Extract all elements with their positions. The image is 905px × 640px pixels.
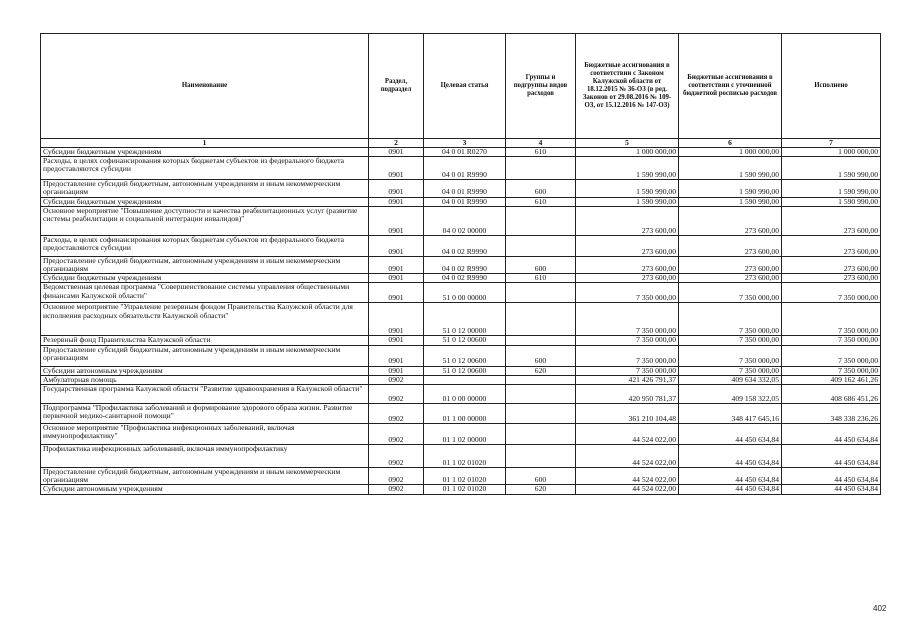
row-section: 0902 [369, 445, 424, 468]
row-target: 01 1 02 01020 [424, 485, 506, 494]
row-name: Предоставление субсидий бюджетным, автономным учреждениям и иным некоммерческим организациям [41, 256, 369, 273]
header-section: Раздел, подраздел [369, 34, 424, 139]
row-executed-amount: 44 450 634,84 [782, 468, 881, 485]
row-group [506, 424, 576, 445]
header-executed: Исполнено [782, 34, 881, 139]
row-name: Подпрограмма "Профилактика заболеваний и формирование здорового образа жизни. Развитие первичной медико-санитарной помощи" [41, 404, 369, 424]
row-refined-amount: 273 600,00 [679, 256, 782, 273]
row-group [506, 303, 576, 336]
row-section: 0902 [369, 375, 424, 384]
row-group: 610 [506, 197, 576, 206]
header-refined: Бюджетные ассигнования в соответствии с уточненной бюджетной росписью расходов [679, 34, 782, 139]
table-row [41, 180, 881, 197]
row-refined-amount: 409 634 332,05 [679, 375, 782, 384]
header-law: Бюджетные ассигнования в соответствии с Законом Калужской области от 18.12.2015 № 36-ОЗ (в ред. Законов от 29.08.2016 № 109-ОЗ, от 15.12.2016 № 147-ОЗ) [576, 34, 679, 139]
row-target [424, 375, 506, 384]
row-name: Основное мероприятие "Повышение доступности и качества реабилитационных услуг (развитие системы реабилитации и социальной интеграции инвалидов)" [41, 206, 369, 235]
table-row [41, 303, 881, 336]
row-name: Субсидии автономным учреждениям [41, 485, 369, 494]
column-number: 2 [369, 139, 424, 148]
row-target: 51 0 12 00600 [424, 366, 506, 375]
row-executed-amount: 7 350 000,00 [782, 336, 881, 345]
row-refined-amount: 7 350 000,00 [679, 303, 782, 336]
row-name: Расходы, в целях софинансирования которых бюджетам субъектов из федерального бюджета предоставляются субсидии [41, 235, 369, 256]
row-law-amount: 1 590 990,00 [576, 197, 679, 206]
row-refined-amount: 273 600,00 [679, 235, 782, 256]
row-target: 04 0 01 R0270 [424, 148, 506, 157]
row-law-amount: 1 000 000,00 [576, 148, 679, 157]
table-row [41, 468, 881, 485]
row-executed-amount: 1 590 990,00 [782, 197, 881, 206]
row-executed-amount: 7 350 000,00 [782, 345, 881, 366]
row-executed-amount: 273 600,00 [782, 274, 881, 283]
row-group: 600 [506, 180, 576, 197]
table-row [41, 235, 881, 256]
row-group: 620 [506, 485, 576, 494]
row-executed-amount: 7 350 000,00 [782, 283, 881, 303]
row-section: 0901 [369, 366, 424, 375]
row-target: 51 0 12 00600 [424, 345, 506, 366]
row-target: 01 1 00 00000 [424, 404, 506, 424]
row-section: 0901 [369, 157, 424, 180]
row-executed-amount: 1 590 990,00 [782, 180, 881, 197]
row-name: Ведомственная целевая программа "Совершенствование системы управления общественными финансами Калужской области" [41, 283, 369, 303]
column-number: 5 [576, 139, 679, 148]
row-executed-amount: 348 338 236,26 [782, 404, 881, 424]
row-law-amount: 1 590 990,00 [576, 157, 679, 180]
budget-table [40, 33, 881, 495]
row-section: 0901 [369, 303, 424, 336]
row-law-amount: 7 350 000,00 [576, 345, 679, 366]
row-name: Субсидии автономным учреждениям [41, 366, 369, 375]
row-executed-amount: 7 350 000,00 [782, 303, 881, 336]
column-number: 6 [679, 139, 782, 148]
row-group: 610 [506, 148, 576, 157]
row-section: 0901 [369, 197, 424, 206]
row-refined-amount: 273 600,00 [679, 206, 782, 235]
row-law-amount: 44 524 022,00 [576, 424, 679, 445]
table-body [41, 148, 881, 495]
row-target: 01 0 00 00000 [424, 385, 506, 404]
row-name: Основное мероприятие "Профилактика инфекционных заболеваний, включая иммунопрофилактику" [41, 424, 369, 445]
row-name: Предоставление субсидий бюджетным, автономным учреждениям и иным некоммерческим организациям [41, 180, 369, 197]
row-target: 04 0 01 R9990 [424, 157, 506, 180]
table-row [41, 283, 881, 303]
row-refined-amount: 44 450 634,84 [679, 468, 782, 485]
row-name: Амбулаторная помощь [41, 375, 369, 384]
row-refined-amount: 348 417 645,16 [679, 404, 782, 424]
header-group: Группы и подгруппы видов расходов [506, 34, 576, 139]
row-section: 0902 [369, 424, 424, 445]
row-section: 0901 [369, 206, 424, 235]
row-target: 01 1 02 01020 [424, 468, 506, 485]
column-number: 3 [424, 139, 506, 148]
row-name: Предоставление субсидий бюджетным, автономным учреждениям и иным некоммерческим организациям [41, 468, 369, 485]
row-refined-amount: 1 590 990,00 [679, 180, 782, 197]
row-refined-amount: 7 350 000,00 [679, 366, 782, 375]
row-group: 600 [506, 345, 576, 366]
row-refined-amount: 1 590 990,00 [679, 157, 782, 180]
table-row [41, 336, 881, 345]
row-refined-amount: 7 350 000,00 [679, 345, 782, 366]
row-executed-amount: 1 000 000,00 [782, 148, 881, 157]
table-row [41, 274, 881, 283]
row-target: 04 0 02 R9990 [424, 256, 506, 273]
row-name: Резервный фонд Правительства Калужской области [41, 336, 369, 345]
row-law-amount: 7 350 000,00 [576, 283, 679, 303]
row-law-amount: 361 210 104,48 [576, 404, 679, 424]
row-section: 0902 [369, 385, 424, 404]
row-executed-amount: 409 162 461,26 [782, 375, 881, 384]
row-target: 04 0 01 R9990 [424, 197, 506, 206]
row-target: 01 1 02 01020 [424, 445, 506, 468]
row-refined-amount: 44 450 634,84 [679, 485, 782, 494]
row-name: Субсидии бюджетным учреждениям [41, 148, 369, 157]
row-law-amount: 44 524 022,00 [576, 445, 679, 468]
row-group [506, 283, 576, 303]
row-section: 0901 [369, 256, 424, 273]
row-executed-amount: 1 590 990,00 [782, 157, 881, 180]
row-executed-amount: 273 600,00 [782, 256, 881, 273]
row-section: 0901 [369, 274, 424, 283]
row-law-amount: 420 950 781,37 [576, 385, 679, 404]
row-group [506, 445, 576, 468]
row-law-amount: 273 600,00 [576, 235, 679, 256]
header-name: Наименование [41, 34, 369, 139]
row-section: 0902 [369, 485, 424, 494]
row-name: Субсидии бюджетным учреждениям [41, 274, 369, 283]
row-section: 0901 [369, 336, 424, 345]
row-executed-amount: 273 600,00 [782, 235, 881, 256]
table-row [41, 404, 881, 424]
page-number: 402 [873, 604, 887, 613]
column-number: 4 [506, 139, 576, 148]
row-refined-amount: 1 590 990,00 [679, 197, 782, 206]
row-executed-amount: 273 600,00 [782, 206, 881, 235]
row-group [506, 404, 576, 424]
row-target: 04 0 02 R9990 [424, 274, 506, 283]
row-target: 51 0 12 00600 [424, 336, 506, 345]
row-target: 01 1 02 00000 [424, 424, 506, 445]
row-refined-amount: 409 158 322,05 [679, 385, 782, 404]
row-group [506, 206, 576, 235]
row-group [506, 336, 576, 345]
row-section: 0901 [369, 235, 424, 256]
row-group [506, 157, 576, 180]
row-name: Основное мероприятие "Управление резервным фондом Правительства Калужской области для исполнения расходных обязательств Калужской области" [41, 303, 369, 336]
column-number: 1 [41, 139, 369, 148]
row-group [506, 385, 576, 404]
column-number-row [41, 139, 881, 148]
row-name: Субсидии бюджетным учреждениям [41, 197, 369, 206]
row-name: Государственная программа Калужской области "Развитие здравоохранения в Калужской области" [41, 385, 369, 404]
row-law-amount: 44 524 022,00 [576, 485, 679, 494]
table-row [41, 148, 881, 157]
row-name: Предоставление субсидий бюджетным, автономным учреждениям и иным некоммерческим организациям [41, 345, 369, 366]
row-refined-amount: 44 450 634,84 [679, 445, 782, 468]
row-name: Профилактика инфекционных заболеваний, включая иммунопрофилактику [41, 445, 369, 468]
row-target: 04 0 01 R9990 [424, 180, 506, 197]
row-law-amount: 421 426 791,37 [576, 375, 679, 384]
row-group: 620 [506, 366, 576, 375]
table-row [41, 375, 881, 384]
table-row [41, 485, 881, 494]
row-law-amount: 1 590 990,00 [576, 180, 679, 197]
row-target: 04 0 02 R9990 [424, 235, 506, 256]
table-row [41, 206, 881, 235]
table-row [41, 197, 881, 206]
table-row [41, 256, 881, 273]
row-section: 0902 [369, 404, 424, 424]
row-refined-amount: 1 000 000,00 [679, 148, 782, 157]
table-row [41, 385, 881, 404]
row-name: Расходы, в целях софинансирования которых бюджетам субъектов из федерального бюджета предоставляются субсидии [41, 157, 369, 180]
row-group [506, 235, 576, 256]
row-law-amount: 7 350 000,00 [576, 303, 679, 336]
row-group: 610 [506, 274, 576, 283]
row-section: 0901 [369, 180, 424, 197]
row-law-amount: 7 350 000,00 [576, 366, 679, 375]
row-law-amount: 273 600,00 [576, 274, 679, 283]
row-target: 51 0 12 00000 [424, 303, 506, 336]
row-law-amount: 7 350 000,00 [576, 336, 679, 345]
header-target: Целевая статья [424, 34, 506, 139]
row-section: 0901 [369, 148, 424, 157]
row-law-amount: 44 524 022,00 [576, 468, 679, 485]
row-executed-amount: 408 686 451,26 [782, 385, 881, 404]
table-row [41, 424, 881, 445]
row-group: 600 [506, 256, 576, 273]
column-number: 7 [782, 139, 881, 148]
row-section: 0901 [369, 283, 424, 303]
row-executed-amount: 7 350 000,00 [782, 366, 881, 375]
row-group [506, 375, 576, 384]
row-executed-amount: 44 450 634,84 [782, 445, 881, 468]
row-target: 51 0 00 00000 [424, 283, 506, 303]
row-executed-amount: 44 450 634,84 [782, 485, 881, 494]
row-section: 0902 [369, 468, 424, 485]
row-section: 0901 [369, 345, 424, 366]
row-refined-amount: 7 350 000,00 [679, 283, 782, 303]
row-target: 04 0 02 00000 [424, 206, 506, 235]
table-row [41, 157, 881, 180]
row-refined-amount: 44 450 634,84 [679, 424, 782, 445]
table-row [41, 345, 881, 366]
row-group: 600 [506, 468, 576, 485]
table-row [41, 445, 881, 468]
row-refined-amount: 273 600,00 [679, 274, 782, 283]
table-row [41, 366, 881, 375]
row-law-amount: 273 600,00 [576, 206, 679, 235]
row-refined-amount: 7 350 000,00 [679, 336, 782, 345]
header-row [41, 34, 881, 139]
row-law-amount: 273 600,00 [576, 256, 679, 273]
row-executed-amount: 44 450 634,84 [782, 424, 881, 445]
